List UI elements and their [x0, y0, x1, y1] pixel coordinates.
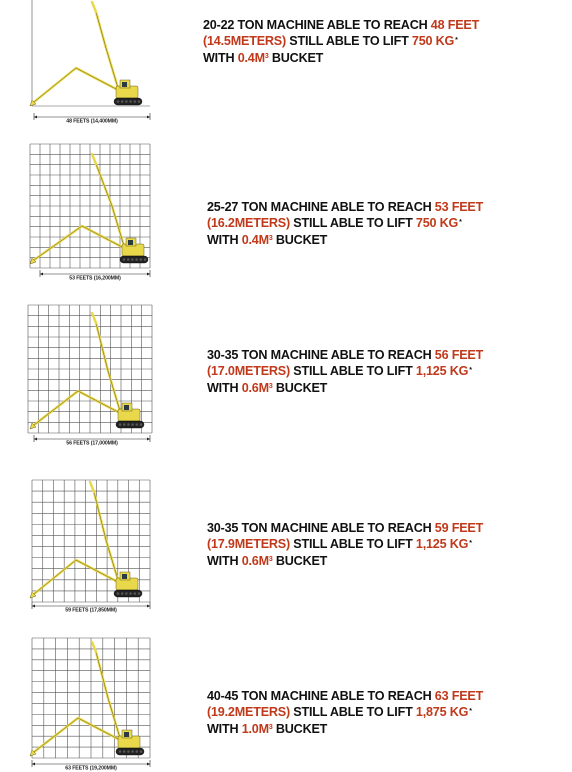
lift-capacity: 1,875 KG: [415, 705, 469, 719]
reach-diagram: [26, 0, 176, 128]
reach-dimension-label: 56 FEETS (17,000MM): [66, 440, 118, 447]
reach-dimension-label: 63 FEETS (19,200MM): [65, 765, 117, 772]
reach-diagram: [26, 636, 176, 772]
machine-spec-text: [207, 347, 483, 396]
reach-dimension-label: 59 FEETS (17,850MM): [65, 607, 117, 614]
reach-diagram: [26, 476, 176, 618]
spec-line-2: (16.2METERS) STILL ABLE TO LIFT 750 KG*: [207, 216, 462, 230]
bucket-size: $0.6M^3$: [241, 381, 273, 395]
machine-row: [0, 0, 572, 128]
footnote-mark: *: [469, 540, 472, 547]
spec-line-3: WITH $0.6M^3$ BUCKET: [207, 554, 328, 568]
reach-feet: 59 FEET: [434, 521, 484, 535]
reach-dimension-label: 53 FEETS (16,200MM): [69, 275, 121, 282]
machine-spec-text: [207, 688, 483, 737]
bucket-size: $0.4M^3$: [237, 51, 269, 65]
machine-spec-text: [207, 520, 483, 569]
lift-capacity: 750 KG: [411, 34, 455, 48]
reach-feet: 48 FEET: [430, 18, 480, 32]
machine-spec-text: [203, 17, 479, 66]
lift-capacity: 750 KG: [415, 216, 459, 230]
spec-line-2: (17.0METERS) STILL ABLE TO LIFT 1,125 KG*: [207, 364, 472, 378]
machine-row: [0, 476, 572, 626]
spec-line-1: 20-22 TON MACHINE ABLE TO REACH 48 FEET: [203, 18, 480, 32]
reach-feet: 63 FEET: [434, 689, 484, 703]
lift-capacity: 1,125 KG: [415, 537, 469, 551]
lift-capacity: 1,125 KG: [415, 364, 469, 378]
reach-feet: 53 FEET: [434, 200, 484, 214]
excavator-illustration: [30, 642, 144, 756]
excavator-illustration: [30, 482, 142, 598]
reach-meters: (14.5METERS): [203, 34, 286, 48]
excavator-illustration: [30, 2, 142, 106]
bucket-size: $0.6M^3$: [241, 554, 273, 568]
footnote-mark: *: [455, 37, 458, 44]
machine-row: [0, 140, 572, 290]
footnote-mark: *: [469, 367, 472, 374]
machine-spec-text: [207, 199, 483, 248]
footnote-mark: *: [469, 708, 472, 715]
spec-line-2: (17.9METERS) STILL ABLE TO LIFT 1,125 KG*: [207, 537, 472, 551]
spec-line-2: (19.2METERS) STILL ABLE TO LIFT 1,875 KG*: [207, 705, 472, 719]
spec-line-2: (14.5METERS) STILL ABLE TO LIFT 750 KG*: [203, 34, 458, 48]
machine-row: [0, 303, 572, 453]
reach-meters: (17.0METERS): [207, 364, 290, 378]
footnote-mark: *: [459, 219, 462, 226]
reach-dimension-label: 48 FEETS (14,400MM): [66, 118, 118, 125]
spec-line-3: WITH $0.4M^3$ BUCKET: [207, 233, 328, 247]
spec-line-3: WITH $0.4M^3$ BUCKET: [203, 51, 324, 65]
reach-meters: (17.9METERS): [207, 537, 290, 551]
reach-diagram: [26, 303, 178, 451]
spec-line-1: 30-35 TON MACHINE ABLE TO REACH 56 FEET: [207, 348, 484, 362]
bucket-size: $0.4M^3$: [241, 233, 273, 247]
bucket-size: $1.0M^3$: [241, 722, 273, 736]
reach-meters: (19.2METERS): [207, 705, 290, 719]
spec-line-1: 25-27 TON MACHINE ABLE TO REACH 53 FEET: [207, 200, 484, 214]
reach-meters: (16.2METERS): [207, 216, 290, 230]
spec-line-1: 30-35 TON MACHINE ABLE TO REACH 59 FEET: [207, 521, 484, 535]
spec-line-1: 40-45 TON MACHINE ABLE TO REACH 63 FEET: [207, 689, 484, 703]
reach-feet: 56 FEET: [434, 348, 484, 362]
machine-row: [0, 636, 572, 772]
reach-diagram: [26, 140, 176, 288]
spec-line-3: WITH $1.0M^3$ BUCKET: [207, 722, 328, 736]
spec-line-3: WITH $0.6M^3$ BUCKET: [207, 381, 328, 395]
